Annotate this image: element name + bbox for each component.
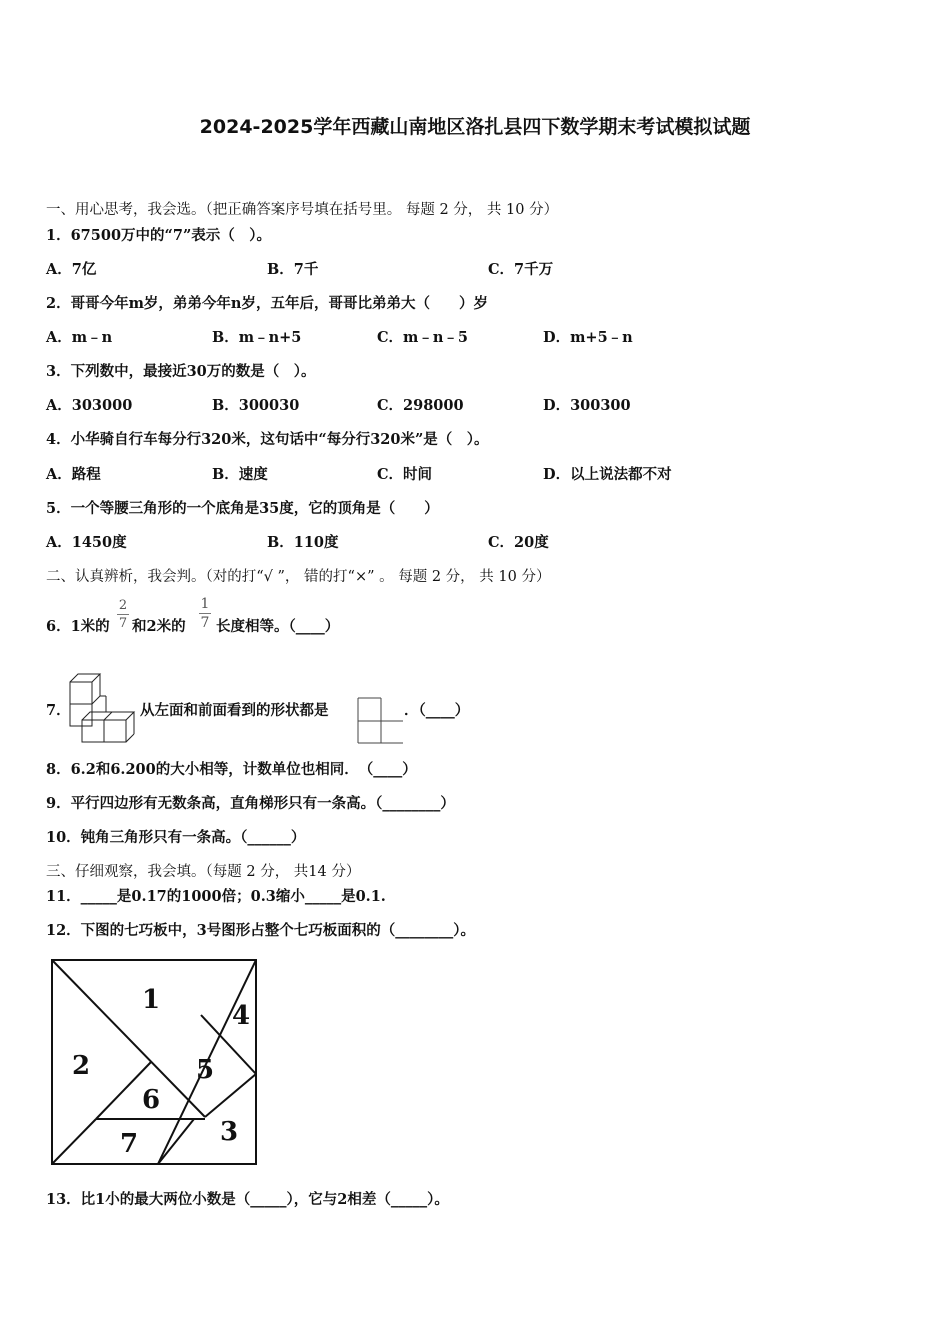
question-11: 11．_____是0.17的1000倍；0.3缩小_____是0.1. <box>46 888 386 905</box>
question-13: 13．比1小的最大两位小数是（_____），它与2相差（_____）。 <box>46 1191 449 1208</box>
question-6-part-2: 和2米的 <box>132 618 186 635</box>
question-2: 2．哥哥今年m岁，弟弟今年n岁，五年后，哥哥比弟弟大（ ）岁 <box>46 295 488 312</box>
q4-option-a: A．路程 <box>46 466 101 483</box>
question-6-part-1: 6．1米的 <box>46 618 110 635</box>
section-2-heading: 二、认真辨析，我会判。（对的打“√ ”， 错的打“×” 。 每题 2 分， 共 10 分） <box>46 569 551 585</box>
q5-option-a: A．1450度 <box>46 534 127 551</box>
q2-option-b: B．m﹣n+5 <box>212 329 302 346</box>
tangram-figure <box>48 956 260 1168</box>
q3-option-b: B．300030 <box>212 397 300 414</box>
q4-option-d: D．以上说法都不对 <box>543 466 672 483</box>
q4-option-c: C．时间 <box>377 466 433 483</box>
question-1: 1．67500万中的“7”表示（ ）。 <box>46 227 272 244</box>
q2-option-a: A．m﹣n <box>46 329 113 346</box>
question-3: 3．下列数中，最接近30万的数是（ ）。 <box>46 363 316 380</box>
tangram-label-5: 5 <box>196 1055 215 1085</box>
tangram-label-7: 7 <box>120 1129 139 1159</box>
question-9: 9．平行四边形有无数条高，直角梯形只有一条高。（________） <box>46 795 455 812</box>
question-4: 4．小华骑自行车每分行320米，这句话中“每分行320米”是（ ）。 <box>46 431 489 448</box>
page-title: 2024-2025学年西藏山南地区洛扎县四下数学期末考试模拟试题 <box>199 116 751 138</box>
question-10: 10．钝角三角形只有一条高。（______） <box>46 829 306 846</box>
question-12: 12．下图的七巧板中，3号图形占整个七巧板面积的（________）。 <box>46 922 476 939</box>
q4-option-b: B．速度 <box>212 466 268 483</box>
tangram-label-2: 2 <box>72 1051 91 1081</box>
q3-option-d: D．300300 <box>543 397 631 414</box>
fraction-numerator: 1 <box>200 596 210 612</box>
fraction-denominator: 7 <box>200 615 210 631</box>
q1-option-b: B．7千 <box>267 261 319 278</box>
cubes-figure <box>66 672 142 746</box>
question-7-answer: ．（____） <box>404 702 470 719</box>
q1-option-a: A．7亿 <box>46 261 97 278</box>
fraction-two-sevenths <box>117 598 129 631</box>
q1-option-c: C．7千万 <box>488 261 554 278</box>
tangram-label-1: 1 <box>142 985 161 1015</box>
q5-option-b: B．110度 <box>267 534 339 551</box>
section-3-heading: 三、仔细观察，我会填。（每题 2 分， 共14 分） <box>46 864 361 880</box>
tangram-label-4: 4 <box>232 1001 251 1031</box>
fraction-denominator: 7 <box>118 616 128 631</box>
question-8: 8．6.2和6.200的大小相等，计数单位也相同． （____） <box>46 761 417 778</box>
q5-option-c: C．20度 <box>488 534 549 551</box>
section-1-heading: 一、用心思考，我会选。（把正确答案序号填在括号里。 每题 2 分， 共 10 分） <box>46 202 559 218</box>
fraction-one-seventh <box>199 596 211 631</box>
question-5: 5．一个等腰三角形的一个底角是35度，它的顶角是（ ） <box>46 500 439 517</box>
q2-option-c: C．m﹣n﹣5 <box>377 329 469 346</box>
fraction-numerator: 2 <box>118 598 128 613</box>
q2-option-d: D．m+5﹣n <box>543 329 633 346</box>
view-shape-figure <box>357 697 405 745</box>
question-6-part-3: 长度相等。（____） <box>216 618 340 635</box>
tangram-label-3: 3 <box>220 1117 239 1147</box>
question-7-number: 7． <box>46 702 71 719</box>
q3-option-c: C．298000 <box>377 397 464 414</box>
question-7-text: 从左面和前面看到的形状都是 <box>140 702 329 719</box>
tangram-label-6: 6 <box>142 1085 161 1115</box>
q3-option-a: A．303000 <box>46 397 133 414</box>
